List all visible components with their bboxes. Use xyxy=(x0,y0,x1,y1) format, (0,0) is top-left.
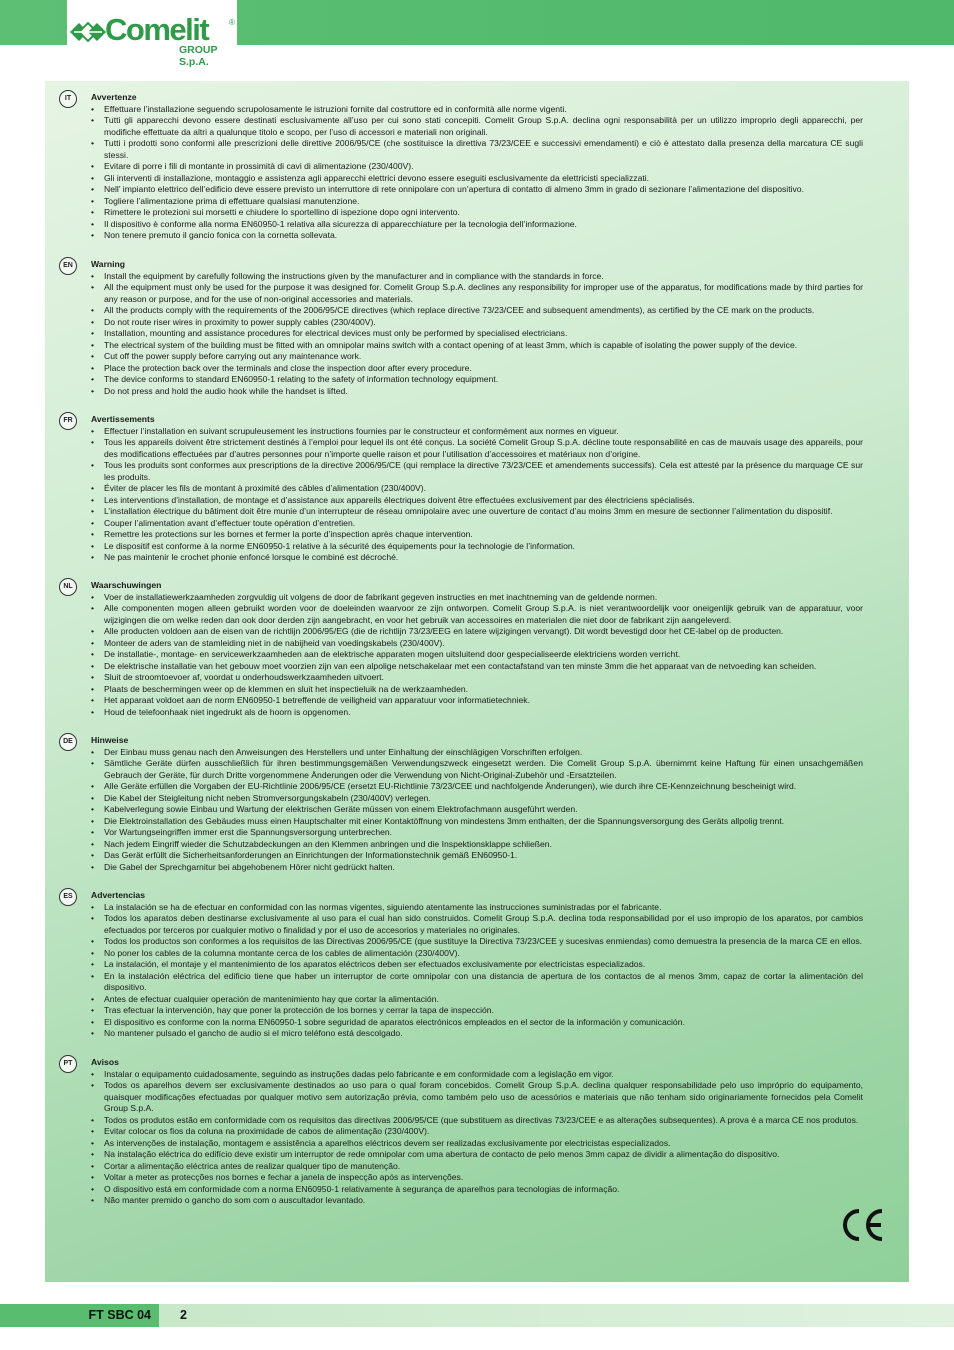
section-title: Avisos xyxy=(91,1057,119,1067)
list-item: • Plaats de beschermingen weer op de klemmen en sluit het inspectieluik na de werkzaamheden. xyxy=(91,684,863,696)
list-item: • Effettuare l’installazione seguendo scrupolosamente le istruzioni fornite dal costruttore ed in conformità alle norme vigenti. xyxy=(91,104,863,116)
list-item: • All the products comply with the requirements of the 2006/95/CE directives (which replace directive 73/23/CEE and subsequent amendments), as certified by the CE mark on the products. xyxy=(91,305,863,317)
list-item: • Les interventions d’installation, de montage et d’assistance aux appareils électriques doivent être effectuées exclusivement par des électriciens spécialisés. xyxy=(91,495,863,507)
section-title: Waarschuwingen xyxy=(91,580,162,590)
list-item: • Vor Wartungseingriffen immer erst die Spannungsversorgung unterbrechen. xyxy=(91,827,863,839)
list-item: • Instalar o equipamento cuidadosamente, seguindo as instruções dadas pelo fabricante e em conformidade com a legislação em vigor. xyxy=(91,1069,863,1081)
list-item: • En la instalación eléctrica del edificio tiene que haber un interruptor de corte omnipolar con una distancia de apertura de los contactos de al menos 3mm, capaz de cortar la alimentación del dispositivo. xyxy=(91,971,863,994)
section-title: Warning xyxy=(91,259,126,269)
list-item: • No mantener pulsado el gancho de audio si el micro teléfono está descolgado. xyxy=(91,1028,863,1040)
page-number: 2 xyxy=(180,1308,187,1322)
list-item: • La instalación se ha de efectuar en conformidad con las normas vigentes, siguiendo atentamente las instrucciones suministradas por el fabricante. xyxy=(91,902,863,914)
brand-name: Comelit xyxy=(105,12,209,47)
list-item: • Cut off the power supply before carrying out any maintenance work. xyxy=(91,351,863,363)
list-item: • The electrical system of the building must be fitted with an omnipolar mains switch with a contact opening of at least 3mm, which is capable of isolating the power supply of the device. xyxy=(91,340,863,352)
list-item: • Na instalação eléctrica do edifício deve existir um interruptor de rede omnipolar com uma abertura de contacto de pelo menos 3mm capaz de dividir a alimentação do dispositivo. xyxy=(91,1149,863,1161)
list-item: • Nach jedem Eingriff wieder die Schutzabdeckungen an den Klemmen anbringen und die Inspektionsklappe schließen. xyxy=(91,839,863,851)
list-item: • Le dispositif est conforme à la norme EN60950-1 relative à la sécurité des équipements pour la technologie de l’information. xyxy=(91,541,863,553)
warning-list xyxy=(91,1069,863,1207)
list-item: • Monteer de aders van de stamleiding niet in de nabijheid van voedingskabels (230/400V). xyxy=(91,638,863,650)
list-item: • Die Kabel der Steigleitung nicht neben Stromversorgungskabeln (230/400V) verlegen. xyxy=(91,793,863,805)
list-item: • Der Einbau muss genau nach den Anweisungen des Herstellers und unter Einhaltung der einschlägigen Vorschriften erfolgen. xyxy=(91,747,863,759)
list-item: • Antes de efectuar cualquier operación de mantenimiento hay que cortar la alimentación. xyxy=(91,994,863,1006)
list-item: • O dispositivo está em conformidade com a norma EN60950-1 relativamente à segurança de aparelhos para tecnologias de informação. xyxy=(91,1184,863,1196)
list-item: • No poner los cables de la columna montante cerca de los cables de alimentación (230/400V). xyxy=(91,948,863,960)
lang-badge: IT xyxy=(59,90,77,108)
list-item: • Cortar a alimentação eléctrica antes de realizar qualquer tipo de manutenção. xyxy=(91,1161,863,1173)
list-item: • Tutti gli apparecchi devono essere destinati esclusivamente all’uso per cui sono stati concepiti. Comelit Group S.p.A. declina ogni responsabilità per un utilizzo improprio degli apparecchi, per modifiche effettuate da altri a qualunque titolo e scopo, per l’uso di accessori e materiali non originali. xyxy=(91,115,863,138)
warning-list xyxy=(91,902,863,1040)
list-item: • Kabelverlegung sowie Einbau und Wartung der elektrischen Geräte müssen von einem Elektrofachmann ausgeführt werden. xyxy=(91,804,863,816)
warning-list xyxy=(91,271,863,398)
list-item: • The device conforms to standard EN60950-1 relating to the safety of information technology equipment. xyxy=(91,374,863,386)
list-item: • Die Gabel der Sprechgarnitur bei abgehobenem Hörer nicht gedrückt halten. xyxy=(91,862,863,874)
list-item: • Sluit de stroomtoevoer af, voordat u onderhoudswerkzaamheden uitvoert. xyxy=(91,672,863,684)
list-item: • Het apparaat voldoet aan de norm EN60950-1 betreffende de veiligheid van apparatuur voor informatietechniek. xyxy=(91,695,863,707)
list-item: • Tutti i prodotti sono conformi alle prescrizioni delle direttive 2006/95/CE (che sostituisce la direttiva 73/23/CEE e successivi emendamenti) e ciò è attestato dalla presenza della marcatura CE sugli stessi. xyxy=(91,138,863,161)
list-item: • Effectuer l’installation en suivant scrupuleusement les instructions fournies par le constructeur et conformément aux normes en vigueur. xyxy=(91,426,863,438)
lang-badge: EN xyxy=(59,257,77,275)
list-item: • Não manter premido o gancho do som com o auscultador levantado. xyxy=(91,1195,863,1207)
list-item: • Nell’ impianto elettrico dell’edificio deve essere previsto un interruttore di rete onnipolare con un’apertura di contatto di almeno 3mm in grado di sezionare l’alimentazione del dispositivo. xyxy=(91,184,863,196)
lang-badge: ES xyxy=(59,888,77,906)
list-item: • Remettre les protections sur les bornes et fermer la porte d’inspection après chaque intervention. xyxy=(91,529,863,541)
list-item: • Couper l’alimentation avant d’effectuer toute opération d’entretien. xyxy=(91,518,863,530)
warning-list xyxy=(91,747,863,874)
section-title: Avvertenze xyxy=(91,92,137,102)
list-item: • Place the protection back over the terminals and close the inspection door after every procedure. xyxy=(91,363,863,375)
content-panel xyxy=(45,81,909,1282)
section-title: Avertissements xyxy=(91,414,155,424)
list-item: • Todos los productos son conformes a los requisitos de las Directivas 2006/95/CE (que sustituye la Directiva 73/23/CEE y sucesivas enmiendas) como demuestra la presencia de la marca CE en ellos. xyxy=(91,936,863,948)
list-item: • Rimettere le protezioni sui morsetti e chiudere lo sportellino di ispezione dopo ogni intervento. xyxy=(91,207,863,219)
list-item: • La instalación, el montaje y el mantenimiento de los aparatos eléctricos deben ser efectuados exclusivamente por electricistas especializados. xyxy=(91,959,863,971)
lang-badge: DE xyxy=(59,733,77,751)
ce-mark-icon xyxy=(840,1208,886,1242)
list-item: • Il dispositivo è conforme alla norma EN60950-1 relativa alla sicurezza di apparecchiature per la tecnologia dell’informazione. xyxy=(91,219,863,231)
list-item: • Tras efectuar la intervención, hay que poner la protección de los bornes y cerrar la tapa de inspección. xyxy=(91,1005,863,1017)
list-item: • Do not route riser wires in proximity to power supply cables (230/400V). xyxy=(91,317,863,329)
list-item: • Alle Geräte erfüllen die Vorgaben der EU-Richtlinie 2006/95/CE (ersetzt EU-Richtlinie 73/23/CEE und nachfolgende Änderungen), wie durch ihre CE-Kennzeichnung bescheinigt wird. xyxy=(91,781,863,793)
list-item: • Ne pas maintenir le crochet phonie enfoncé lorsque le combiné est décroché. xyxy=(91,552,863,564)
list-item: • De installatie-, montage- en servicewerkzaamheden aan de elektrische apparaten mogen uitsluitend door gespecialiseerde elektriciens worden verricht. xyxy=(91,649,863,661)
list-item: • Evitar colocar os fios da coluna na proximidade de cabos de alimentação (230/400V). xyxy=(91,1126,863,1138)
list-item: • Non tenere premuto il gancio fonica con la cornetta sollevata. xyxy=(91,230,863,242)
list-item: • Todos os produtos estão em conformidade com os requisitos das directivas 2006/95/CE (que substituem as directivas 73/23/CEE e as alterações subsequentes). A prova é a marca CE nos produtos. xyxy=(91,1115,863,1127)
list-item: • Voer de installatiewerkzaamheden zorgvuldig uit volgens de door de fabrikant gegeven instructies en met inachtneming van de geldende normen. xyxy=(91,592,863,604)
lang-badge: NL xyxy=(59,578,77,596)
warning-list xyxy=(91,592,863,719)
list-item: • Todos os aparelhos devem ser exclusivamente destinados ao uso para o qual foram concebidos. Comelit Group S.p.A. declina qualquer responsabilidade pelo uso impróprio do equipamento, quaisquer modificações efectuadas por qualquer motivo sem autorização prévia, como também pelo uso de acessórios e materiais que não tenham sido originariamente fornecidos pela Comelit Group S.p.A. xyxy=(91,1080,863,1115)
brand-group: GROUP S.p.A. xyxy=(179,44,218,68)
list-item: • Houd de telefoonhaak niet ingedrukt als de hoorn is opgenomen. xyxy=(91,707,863,719)
list-item: • Tous les appareils doivent être strictement destinés à l’emploi pour lequel ils ont été conçus. La société Comelit Group S.p.A. décline toute responsabilité en cas de mauvais usage des appareils, pour des modifications effectuées par d’autres personnes pour n’importe quelle raison et pour l’utilisation d’accessoires et matériaux non d’origine. xyxy=(91,437,863,460)
list-item: • Voltar a meter as protecções nos bornes e fechar a janela de inspecção após as intervenções. xyxy=(91,1172,863,1184)
list-item: • Togliere l’alimentazione prima di effettuare qualsiasi manutenzione. xyxy=(91,196,863,208)
list-item: • Evitare di porre i fili di montante in prossimità di cavi di alimentazione (230/400V). xyxy=(91,161,863,173)
list-item: • Install the equipment by carefully following the instructions given by the manufacturer and in compliance with the standards in force. xyxy=(91,271,863,283)
comelit-mark-icon xyxy=(70,18,106,46)
brand-reg-mark: ® xyxy=(229,18,235,27)
list-item: • Éviter de placer les fils de montant à proximité des câbles d’alimentation (230/400V). xyxy=(91,483,863,495)
warning-list xyxy=(91,426,863,564)
list-item: • Alle producten voldoen aan de eisen van de richtlijn 2006/95/EG (die de richtlijn 73/23/EEG en latere wijzigingen vervangt). Dit wordt bevestigd door het CE-label op de producten. xyxy=(91,626,863,638)
list-item: • Das Gerät erfüllt die Sicherheitsanforderungen an Einrichtungen der Informationstechnik gemäß EN60950-1. xyxy=(91,850,863,862)
list-item: • Installation, mounting and assistance procedures for electrical devices must only be performed by specialised electricians. xyxy=(91,328,863,340)
document-code: FT SBC 04 xyxy=(0,1304,159,1327)
warning-list xyxy=(91,104,863,242)
lang-badge: FR xyxy=(59,412,77,430)
section-title: Hinweise xyxy=(91,735,129,745)
list-item: • L’installation électrique du bâtiment doit être munie d’un interrupteur de réseau omnipolaire avec une ouverture de contact d’au moins 3mm en mesure de sectionner l’alimentation du dispositif. xyxy=(91,506,863,518)
list-item: • Todos los aparatos deben destinarse exclusivamente al uso para el cual han sido construidos. Comelit Group S.p.A. declina toda responsabilidad por el uso impropio de los aparatos, por cambios efectuados por terceros por cualquier motivo o finalidad y por el uso de accesorios y materiales no originales. xyxy=(91,913,863,936)
list-item: • Sämtliche Geräte dürfen ausschließlich für ihren bestimmungsgemäßen Verwendungszweck eingesetzt werden. Die Comelit Group S.p.A. übernimmt keine Haftung für einen unsachgemäßen Gebrauch der Geräte, für durch Dritte vorgenommene Änderungen oder die Verwendung von Nicht-Original-Zubehör und -Ersatzteilen. xyxy=(91,758,863,781)
list-item: • Gli interventi di installazione, montaggio e assistenza agli apparecchi elettrici devono essere eseguiti esclusivamente da elettricisti specializzati. xyxy=(91,173,863,185)
brand-logo xyxy=(67,0,237,68)
list-item: • El dispositivo es conforme con la norma EN60950-1 sobre seguridad de aparatos electrónicos empleados en el sector de la información y comunicación. xyxy=(91,1017,863,1029)
list-item: • As intervenções de instalação, montagem e assistência a aparelhos eléctricos devem ser realizadas exclusivamente por electricistas especializados. xyxy=(91,1138,863,1150)
lang-badge: PT xyxy=(59,1055,77,1073)
list-item: • Tous les produits sont conformes aux prescriptions de la directive 2006/95/CE (qui remplace la directive 73/23/CEE et amendements successifs). Cela est attesté par la présence du marquage CE sur les produits. xyxy=(91,460,863,483)
section-title: Advertencias xyxy=(91,890,145,900)
list-item: • De elektrische installatie van het gebouw moet voorzien zijn van een alpolige netschakelaar met een contactafstand van ten minste 3mm die het apparaat van de netvoeding kan scheiden. xyxy=(91,661,863,673)
list-item: • Alle componenten mogen alleen gebruikt worden voor de doeleinden waarvoor ze zijn ontworpen. Comelit Group S.p.A. is niet verantwoordelijk voor oneigenlijk gebruik van de apparatuur, voor wijzigingen die om welke reden dan ook door derden zijn aangebracht, en voor het gebruik van accessoires en materialen die niet door de fabrikant zijn aangeleverd. xyxy=(91,603,863,626)
list-item: • Do not press and hold the audio hook while the handset is lifted. xyxy=(91,386,863,398)
list-item: • All the equipment must only be used for the purpose it was designed for. Comelit Group S.p.A. declines any responsibility for improper use of the apparatus, for modifications made by third parties for any reason or purpose, and for the use of non-original accessories and materials. xyxy=(91,282,863,305)
list-item: • Die Elektroinstallation des Gebäudes muss einen Hauptschalter mit einer Kontaktöffnung von mindestens 3mm enthalten, der die Spannungsversorgung des Geräts allpolig trennt. xyxy=(91,816,863,828)
